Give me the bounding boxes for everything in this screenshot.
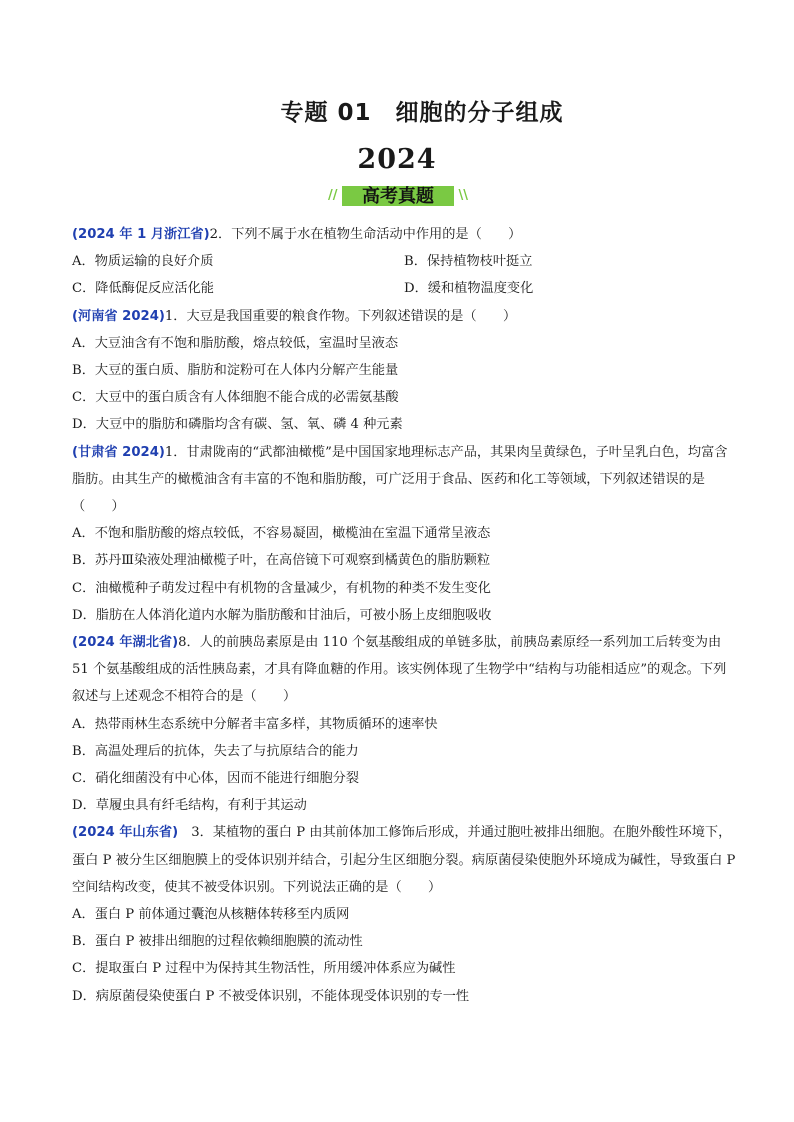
banner-deco-right: \\: [458, 188, 468, 203]
question-stem: [72, 221, 736, 248]
banner-label: 高考真题: [362, 186, 434, 207]
question-source: (河南省 2024): [72, 308, 165, 324]
question-text: 1．甘肃陇南的“武都油橄榄”是中国国家地理标志产品，其果肉呈黄绿色，子叶呈乳白色，均富含脂肪。由其生产的橄榄油含有丰富的不饱和脂肪酸，可广泛用于食品、医药和化工等领域，下列叙述错误的是（ ）: [72, 444, 728, 515]
option-b: B．蛋白 P 被排出细胞的过程依赖细胞膜的流动性: [72, 934, 363, 950]
year-heading: 2024: [357, 144, 437, 175]
option-d: D．缓和植物温度变化: [404, 281, 534, 297]
question-source: (2024 年山东省): [72, 825, 179, 841]
option-row: [72, 248, 736, 275]
option-a: A．热带雨林生态系统中分解者丰富多样，其物质循环的速率快: [72, 716, 438, 732]
option-c: C．硝化细菌没有中心体，因而不能进行细胞分裂: [72, 771, 360, 787]
question-3: [72, 439, 736, 629]
option-c: C．大豆中的蛋白质含有人体细胞不能合成的必需氨基酸: [72, 390, 399, 406]
option-c: C．降低酶促反应活化能: [72, 281, 214, 297]
question-stem: [72, 439, 736, 521]
question-text: 3．某植物的蛋白 P 由其前体加工修饰后形成，并通过胞吐被排出细胞。在胞外酸性环境下，蛋白 P 被分生区细胞膜上的受体识别并结合，引起分生区细胞分裂。病原菌侵染使胞外环境成为碱性，导致蛋白 P 空间结构改变，使其不被受体识别。下列说法正确的是（ ）: [72, 825, 736, 895]
option-c: C．油橄榄种子萌发过程中有机物的含量减少，有机物的种类不发生变化: [72, 580, 491, 596]
option-a: A．物质运输的良好介质: [72, 254, 214, 270]
option-a: A．不饱和脂肪酸的熔点较低，不容易凝固，橄榄油在室温下通常呈液态: [72, 526, 491, 542]
option-row: [72, 275, 736, 302]
option-b: B．保持植物枝叶挺立: [404, 254, 533, 270]
question-text: 2．下列不属于水在植物生命活动中作用的是（ ）: [209, 227, 522, 242]
page-title: 专题 01 细胞的分子组成: [280, 100, 564, 126]
option-a: A．蛋白 P 前体通过囊泡从核糖体转移至内质网: [72, 907, 350, 923]
question-1: [72, 221, 736, 303]
option-a: A．大豆油含有不饱和脂肪酸，熔点较低，室温时呈液态: [72, 335, 399, 351]
question-source: (2024 年湖北省): [72, 635, 179, 651]
question-source: (2024 年 1 月浙江省): [72, 227, 210, 242]
banner-deco-left: //: [328, 188, 338, 203]
option-b: B．高温处理后的抗体，失去了与抗原结合的能力: [72, 743, 359, 759]
question-text: 8．人的前胰岛素原是由 110 个氨基酸组成的单链多肽，前胰岛素原经一系列加工后转变为由 51 个氨基酸组成的活性胰岛素，才具有降血糖的作用。该实例体现了生物学中“结构与功能相适应”的观念。下列叙述与上述观念不相符合的是（ ）: [72, 635, 727, 705]
question-stem: [72, 819, 736, 901]
question-source: (甘肃省 2024): [72, 444, 165, 460]
question-stem: [72, 629, 736, 711]
option-c: C．提取蛋白 P 过程中为保持其生物活性，所用缓冲体系应为碱性: [72, 961, 456, 977]
question-list: [72, 221, 736, 1010]
option-d: D．病原菌侵染使蛋白 P 不被受体识别，不能体现受体识别的专一性: [72, 988, 470, 1004]
option-d: D．脂肪在人体消化道内水解为脂肪酸和甘油后，可被小肠上皮细胞吸收: [72, 607, 492, 623]
question-2: [72, 303, 736, 439]
option-b: B．苏丹Ⅲ染液处理油橄榄子叶，在高倍镜下可观察到橘黄色的脂肪颗粒: [72, 553, 491, 569]
question-stem: [72, 303, 736, 330]
option-d: D．草履虫具有纤毛结构，有利于其运动: [72, 798, 307, 814]
question-5: [72, 819, 736, 1009]
question-4: [72, 629, 736, 819]
section-banner: [328, 180, 468, 210]
option-d: D．大豆中的脂肪和磷脂均含有碳、氢、氧、磷 4 种元素: [72, 417, 403, 433]
option-b: B．大豆的蛋白质、脂肪和淀粉可在人体内分解产生能量: [72, 363, 399, 379]
question-text: 1．大豆是我国重要的粮食作物。下列叙述错误的是（ ）: [164, 308, 517, 324]
